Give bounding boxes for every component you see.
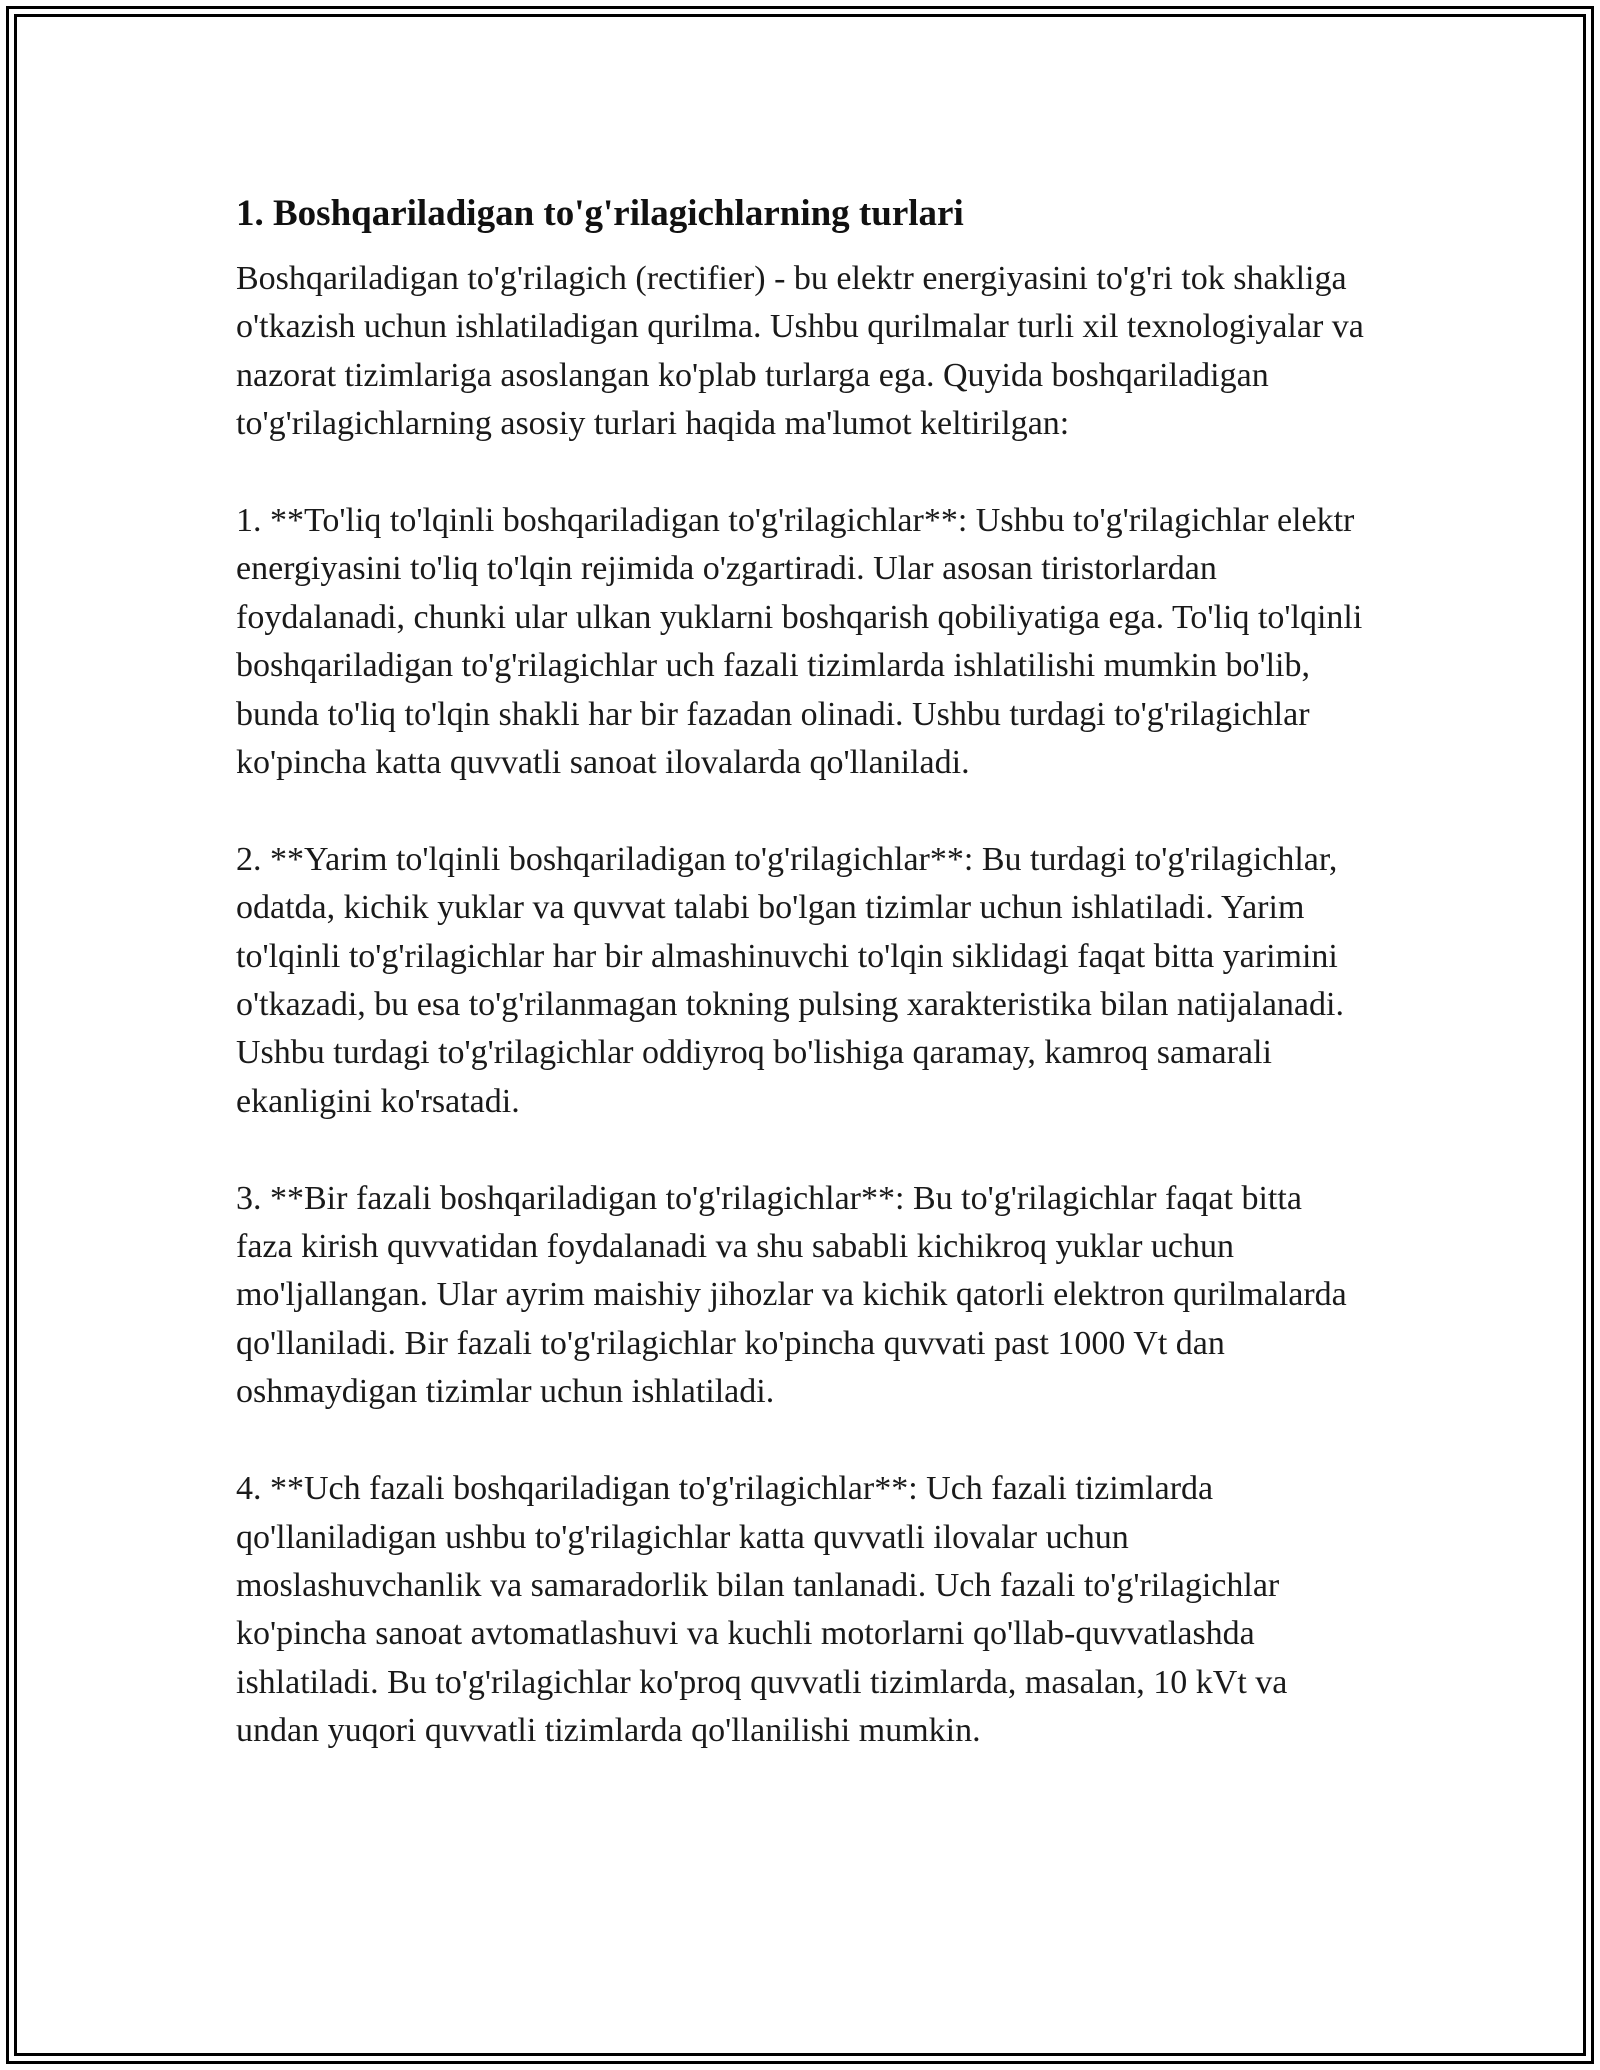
list-item-full-wave: 1. **To'liq to'lqinli boshqariladigan to'g'rilagichlar**: Ushbu to'g'rilagichlar elektr energiyasini to'liq to'lqin rejimida o'zgartiradi. Ular asosan tiristorlardan foydalanadi, chunki ular ulkan yuklarni boshqarish qobiliyatiga ega. To'liq to'lqinli boshqariladigan to'g'rilagichlar uch fazali tizimlarda ishlatilishi mumkin bo'lib, bunda to'liq to'lqin shakli har bir fazadan olinadi. Ushbu turdagi to'g'rilagichlar ko'pincha katta quvvatli sanoat ilovalarda qo'llaniladi.: [236, 502, 1363, 782]
list-item-half-wave: 2. **Yarim to'lqinli boshqariladigan to'g'rilagichlar**: Bu turdagi to'g'rilagichlar, odatda, kichik yuklar va quvvat talabi bo'lgan tizimlar uchun ishlatiladi. Yarim to'lqinli to'g'rilagichlar har bir almashinuvchi to'lqin siklidagi faqat bitta yarimini o'tkazadi, bu esa to'g'rilanmagan tokning pulsing xarakteristika bilan natijalanadi. Ushbu turdagi to'g'rilagichlar oddiyroq bo'lishiga qaramay, kamroq samarali ekanligini ko'rsatadi.: [236, 840, 1344, 1120]
list-item-single-phase: 3. **Bir fazali boshqariladigan to'g'rilagichlar**: Bu to'g'rilagichlar faqat bitta faza kirish quvvatidan foydalanadi va shu sababli kichikroq yuklar uchun mo'ljallangan. Ular ayrim maishiy jihozlar va kichik qatorli elektron qurilmalarda qo'llaniladi. Bir fazali to'g'rilagichlar ko'pincha quvvati past 1000 Vt dan oshmaydigan tizimlar uchun ishlatiladi.: [236, 1179, 1347, 1411]
document-title: 1. Boshqariladigan to'g'rilagichlarning turlari: [236, 193, 964, 234]
list-item-three-phase: 4. **Uch fazali boshqariladigan to'g'rilagichlar**: Uch fazali tizimlarda qo'llaniladigan ushbu to'g'rilagichlar katta quvvatli ilovalar uchun moslashuvchanlik va samaradorlik bilan tanlanadi. Uch fazali to'g'rilagichlar ko'pincha sanoat avtomatlashuvi va kuchli motorlarni qo'llab-quvvatlashda ishlatiladi. Bu to'g'rilagichlar ko'proq quvvatli tizimlarda, masalan, 10 kVt va undan yuqori quvvatli tizimlarda qo'llanilishi mumkin.: [236, 1470, 1288, 1750]
intro-paragraph: Boshqariladigan to'g'rilagich (rectifier) - bu elektr energiyasini to'g'ri tok shakliga o'tkazish uchun ishlatiladigan qurilma. Ushbu qurilmalar turli xil texnologiyalar va nazorat tizimlariga asoslangan ko'plab turlarga ega. Quyida boshqariladigan to'g'rilagichlarning asosiy turlari haqida ma'lumot keltirilgan:: [236, 260, 1364, 443]
document-body: [236, 186, 1366, 1756]
